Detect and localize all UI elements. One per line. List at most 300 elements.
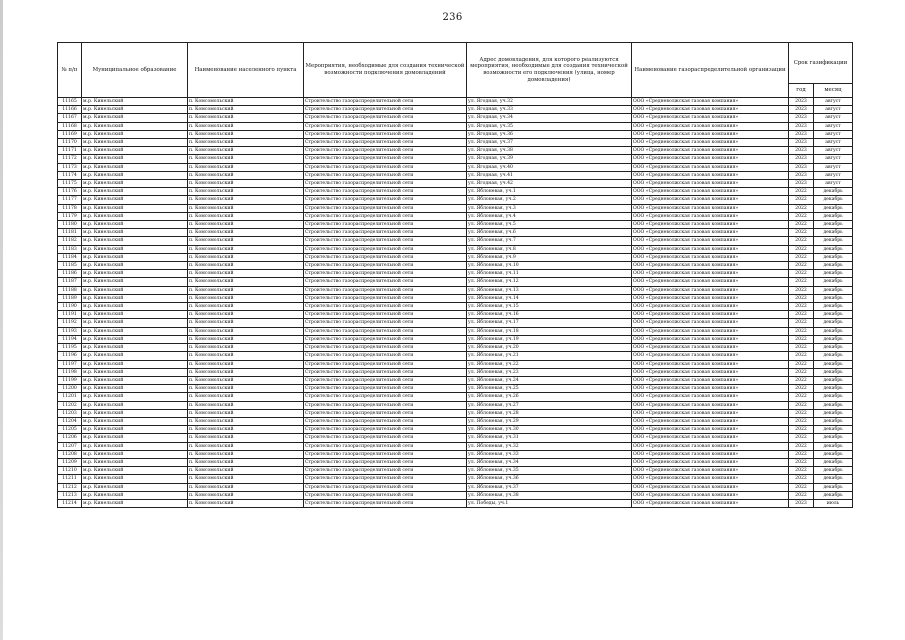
row-year: 2022 (789, 426, 814, 434)
row-settlement: п. Комсомольский (188, 188, 304, 196)
row-address: ул. Яблоневая, уч.25 (467, 385, 632, 393)
row-settlement: п. Комсомольский (188, 180, 304, 188)
row-settlement: п. Комсомольский (188, 442, 304, 450)
row-address: ул. Победы, уч.1 (467, 499, 632, 507)
row-settlement: п. Комсомольский (188, 376, 304, 384)
row-measure: Строительство газораспределительной сети (304, 426, 467, 434)
row-address: ул. Яблоневая, уч.29 (467, 417, 632, 425)
row-address: ул. Яблоневая, уч.11 (467, 270, 632, 278)
row-year: 2023 (789, 147, 814, 155)
row-settlement: п. Комсомольский (188, 434, 304, 442)
row-number: 11172 (58, 155, 82, 163)
row-address: ул. Яблоневая, уч.36 (467, 475, 632, 483)
row-month: декабрь (814, 278, 853, 286)
row-number: 11211 (58, 475, 82, 483)
row-measure: Строительство газораспределительной сети (304, 237, 467, 245)
row-org: ООО «Средневолжская газовая компания» (632, 344, 789, 352)
row-org: ООО «Средневолжская газовая компания» (632, 237, 789, 245)
row-year: 2022 (789, 196, 814, 204)
row-year: 2022 (789, 491, 814, 499)
row-year: 2023 (789, 155, 814, 163)
row-org: ООО «Средневолжская газовая компания» (632, 147, 789, 155)
row-month: декабрь (814, 270, 853, 278)
row-measure: Строительство газораспределительной сети (304, 204, 467, 212)
row-address: ул. Яблоневая, уч.15 (467, 303, 632, 311)
row-address: ул. Яблоневая, уч.16 (467, 311, 632, 319)
row-year: 2022 (789, 434, 814, 442)
row-month: август (814, 147, 853, 155)
table-row (58, 180, 853, 188)
row-org: ООО «Средневолжская газовая компания» (632, 286, 789, 294)
row-municipality: м.р. Кинельский (82, 434, 188, 442)
row-address: ул. Яблоневая, уч.5 (467, 221, 632, 229)
header-year: год (789, 84, 814, 98)
row-year: 2022 (789, 270, 814, 278)
row-municipality: м.р. Кинельский (82, 188, 188, 196)
row-address: ул. Яблоневая, уч.21 (467, 352, 632, 360)
row-measure: Строительство газораспределительной сети (304, 270, 467, 278)
table-row (58, 229, 853, 237)
row-org: ООО «Средневолжская газовая компания» (632, 409, 789, 417)
row-settlement: п. Комсомольский (188, 344, 304, 352)
row-address: ул. Яблоневая, уч.12 (467, 278, 632, 286)
row-municipality: м.р. Кинельский (82, 499, 188, 507)
row-municipality: м.р. Кинельский (82, 360, 188, 368)
row-year: 2022 (789, 417, 814, 425)
row-number: 11191 (58, 311, 82, 319)
table-row (58, 426, 853, 434)
row-measure: Строительство газораспределительной сети (304, 262, 467, 270)
row-year: 2022 (789, 467, 814, 475)
row-settlement: п. Комсомольский (188, 147, 304, 155)
row-year: 2022 (789, 212, 814, 220)
row-org: ООО «Средневолжская газовая компания» (632, 262, 789, 270)
row-number: 11174 (58, 171, 82, 179)
row-municipality: м.р. Кинельский (82, 491, 188, 499)
row-month: август (814, 98, 853, 106)
row-org: ООО «Средневолжская газовая компания» (632, 311, 789, 319)
row-year: 2022 (789, 450, 814, 458)
row-org: ООО «Средневолжская газовая компания» (632, 114, 789, 122)
row-address: ул. Яблоневая, уч.6 (467, 229, 632, 237)
row-month: декабрь (814, 229, 853, 237)
row-settlement: п. Комсомольский (188, 139, 304, 147)
table-row (58, 491, 853, 499)
row-org: ООО «Средневолжская газовая компания» (632, 442, 789, 450)
row-number: 11177 (58, 196, 82, 204)
row-municipality: м.р. Кинельский (82, 204, 188, 212)
row-measure: Строительство газораспределительной сети (304, 139, 467, 147)
row-org: ООО «Средневолжская газовая компания» (632, 434, 789, 442)
header-address: Адрес домовладения, для которого реализуются мероприятия, необходимые для создания технической возможности его подключения (улица, номер домовладения) (467, 43, 632, 98)
row-settlement: п. Комсомольский (188, 417, 304, 425)
row-number: 11201 (58, 393, 82, 401)
row-municipality: м.р. Кинельский (82, 98, 188, 106)
row-settlement: п. Комсомольский (188, 483, 304, 491)
row-measure: Строительство газораспределительной сети (304, 483, 467, 491)
row-municipality: м.р. Кинельский (82, 303, 188, 311)
table-body (58, 98, 853, 508)
row-address: ул. Яблоневая, уч.18 (467, 327, 632, 335)
row-address: ул. Яблоневая, уч.33 (467, 450, 632, 458)
row-month: декабрь (814, 360, 853, 368)
row-month: декабрь (814, 221, 853, 229)
row-org: ООО «Средневолжская газовая компания» (632, 458, 789, 466)
row-org: ООО «Средневолжская газовая компания» (632, 245, 789, 253)
row-municipality: м.р. Кинельский (82, 163, 188, 171)
row-municipality: м.р. Кинельский (82, 278, 188, 286)
row-settlement: п. Комсомольский (188, 458, 304, 466)
row-number: 11175 (58, 180, 82, 188)
row-month: декабрь (814, 319, 853, 327)
row-measure: Строительство газораспределительной сети (304, 368, 467, 376)
row-month: декабрь (814, 327, 853, 335)
row-number: 11209 (58, 458, 82, 466)
row-settlement: п. Комсомольский (188, 114, 304, 122)
row-org: ООО «Средневолжская газовая компания» (632, 368, 789, 376)
row-org: ООО «Средневолжская газовая компания» (632, 229, 789, 237)
row-org: ООО «Средневолжская газовая компания» (632, 450, 789, 458)
row-number: 11182 (58, 237, 82, 245)
row-month: декабрь (814, 344, 853, 352)
row-measure: Строительство газораспределительной сети (304, 253, 467, 261)
row-number: 11208 (58, 450, 82, 458)
row-month: декабрь (814, 417, 853, 425)
row-year: 2022 (789, 303, 814, 311)
row-measure: Строительство газораспределительной сети (304, 417, 467, 425)
row-month: декабрь (814, 401, 853, 409)
row-measure: Строительство газораспределительной сети (304, 393, 467, 401)
row-municipality: м.р. Кинельский (82, 467, 188, 475)
row-number: 11212 (58, 483, 82, 491)
row-month: август (814, 114, 853, 122)
row-municipality: м.р. Кинельский (82, 253, 188, 261)
row-municipality: м.р. Кинельский (82, 106, 188, 114)
row-number: 11192 (58, 319, 82, 327)
row-org: ООО «Средневолжская газовая компания» (632, 122, 789, 130)
row-month: август (814, 163, 853, 171)
row-address: ул. Яблоневая, уч.34 (467, 458, 632, 466)
row-settlement: п. Комсомольский (188, 229, 304, 237)
row-org: ООО «Средневолжская газовая компания» (632, 303, 789, 311)
row-month: декабрь (814, 212, 853, 220)
row-measure: Строительство газораспределительной сети (304, 458, 467, 466)
row-month: декабрь (814, 311, 853, 319)
row-year: 2022 (789, 311, 814, 319)
row-month: декабрь (814, 467, 853, 475)
row-settlement: п. Комсомольский (188, 467, 304, 475)
row-municipality: м.р. Кинельский (82, 139, 188, 147)
row-month: декабрь (814, 204, 853, 212)
row-month: декабрь (814, 188, 853, 196)
row-settlement: п. Комсомольский (188, 327, 304, 335)
row-municipality: м.р. Кинельский (82, 450, 188, 458)
table-row (58, 245, 853, 253)
row-number: 11165 (58, 98, 82, 106)
row-month: декабрь (814, 294, 853, 302)
row-address: ул. Яблоневая, уч.22 (467, 360, 632, 368)
row-municipality: м.р. Кинельский (82, 122, 188, 130)
table-row (58, 188, 853, 196)
row-org: ООО «Средневолжская газовая компания» (632, 212, 789, 220)
row-year: 2022 (789, 458, 814, 466)
row-number: 11197 (58, 360, 82, 368)
row-measure: Строительство газораспределительной сети (304, 221, 467, 229)
row-measure: Строительство газораспределительной сети (304, 311, 467, 319)
table-row (58, 344, 853, 352)
row-address: ул. Яблоневая, уч.9 (467, 253, 632, 261)
table-row (58, 401, 853, 409)
row-address: ул. Ягодная, уч.36 (467, 130, 632, 138)
row-number: 11183 (58, 245, 82, 253)
row-settlement: п. Комсомольский (188, 286, 304, 294)
row-number: 11179 (58, 212, 82, 220)
row-settlement: п. Комсомольский (188, 245, 304, 253)
header-municipality: Муниципальное образование (82, 43, 188, 98)
row-number: 11168 (58, 122, 82, 130)
row-number: 11210 (58, 467, 82, 475)
row-org: ООО «Средневолжская газовая компания» (632, 360, 789, 368)
row-year: 2023 (789, 139, 814, 147)
header-num: № п/п (58, 43, 82, 98)
row-month: август (814, 171, 853, 179)
row-year: 2022 (789, 442, 814, 450)
row-month: декабрь (814, 376, 853, 384)
row-address: ул. Ягодная, уч.41 (467, 171, 632, 179)
row-settlement: п. Комсомольский (188, 262, 304, 270)
row-municipality: м.р. Кинельский (82, 393, 188, 401)
row-month: декабрь (814, 245, 853, 253)
row-settlement: п. Комсомольский (188, 499, 304, 507)
table-row (58, 475, 853, 483)
row-measure: Строительство газораспределительной сети (304, 434, 467, 442)
row-org: ООО «Средневолжская газовая компания» (632, 327, 789, 335)
row-org: ООО «Средневолжская газовая компания» (632, 319, 789, 327)
row-settlement: п. Комсомольский (188, 155, 304, 163)
row-year: 2022 (789, 376, 814, 384)
row-org: ООО «Средневолжская газовая компания» (632, 180, 789, 188)
row-year: 2022 (789, 409, 814, 417)
row-measure: Строительство газораспределительной сети (304, 467, 467, 475)
row-measure: Строительство газораспределительной сети (304, 155, 467, 163)
row-number: 11173 (58, 163, 82, 171)
table-row (58, 294, 853, 302)
row-number: 11178 (58, 204, 82, 212)
row-municipality: м.р. Кинельский (82, 426, 188, 434)
row-settlement: п. Комсомольский (188, 319, 304, 327)
row-org: ООО «Средневолжская газовая компания» (632, 417, 789, 425)
row-address: ул. Яблоневая, уч.17 (467, 319, 632, 327)
table-row (58, 147, 853, 155)
row-address: ул. Яблоневая, уч.35 (467, 467, 632, 475)
row-year: 2023 (789, 499, 814, 507)
table-row (58, 352, 853, 360)
row-measure: Строительство газораспределительной сети (304, 376, 467, 384)
table-row (58, 376, 853, 384)
row-year: 2023 (789, 180, 814, 188)
row-org: ООО «Средневолжская газовая компания» (632, 393, 789, 401)
row-year: 2022 (789, 245, 814, 253)
row-month: декабрь (814, 409, 853, 417)
row-year: 2023 (789, 163, 814, 171)
row-address: ул. Ягодная, уч.40 (467, 163, 632, 171)
row-measure: Строительство газораспределительной сети (304, 106, 467, 114)
row-address: ул. Ягодная, уч.42 (467, 180, 632, 188)
row-measure: Строительство газораспределительной сети (304, 442, 467, 450)
row-settlement: п. Комсомольский (188, 335, 304, 343)
row-measure: Строительство газораспределительной сети (304, 212, 467, 220)
row-measure: Строительство газораспределительной сети (304, 163, 467, 171)
row-municipality: м.р. Кинельский (82, 212, 188, 220)
row-measure: Строительство газораспределительной сети (304, 409, 467, 417)
row-year: 2022 (789, 188, 814, 196)
row-municipality: м.р. Кинельский (82, 180, 188, 188)
row-measure: Строительство газораспределительной сети (304, 335, 467, 343)
header-settlement: Наименование населенного пункта (188, 43, 304, 98)
row-municipality: м.р. Кинельский (82, 442, 188, 450)
page-number: 236 (442, 12, 463, 23)
row-number: 11188 (58, 286, 82, 294)
row-year: 2022 (789, 278, 814, 286)
row-number: 11196 (58, 352, 82, 360)
row-number: 11205 (58, 426, 82, 434)
row-org: ООО «Средневолжская газовая компания» (632, 294, 789, 302)
row-municipality: м.р. Кинельский (82, 311, 188, 319)
table-row (58, 155, 853, 163)
row-org: ООО «Средневолжская газовая компания» (632, 204, 789, 212)
row-month: декабрь (814, 385, 853, 393)
row-settlement: п. Комсомольский (188, 385, 304, 393)
table-row (58, 409, 853, 417)
row-settlement: п. Комсомольский (188, 311, 304, 319)
row-settlement: п. Комсомольский (188, 163, 304, 171)
row-org: ООО «Средневолжская газовая компания» (632, 196, 789, 204)
row-address: ул. Яблоневая, уч.24 (467, 376, 632, 384)
row-municipality: м.р. Кинельский (82, 483, 188, 491)
row-number: 11214 (58, 499, 82, 507)
gasification-table (57, 42, 853, 508)
table-row (58, 499, 853, 507)
row-municipality: м.р. Кинельский (82, 262, 188, 270)
row-number: 11202 (58, 401, 82, 409)
row-settlement: п. Комсомольский (188, 352, 304, 360)
row-year: 2023 (789, 98, 814, 106)
row-number: 11213 (58, 491, 82, 499)
row-number: 11185 (58, 262, 82, 270)
row-year: 2022 (789, 286, 814, 294)
row-year: 2022 (789, 319, 814, 327)
row-measure: Строительство газораспределительной сети (304, 360, 467, 368)
row-address: ул. Яблоневая, уч.8 (467, 245, 632, 253)
row-measure: Строительство газораспределительной сети (304, 327, 467, 335)
row-month: декабрь (814, 475, 853, 483)
table-row (58, 335, 853, 343)
row-year: 2022 (789, 294, 814, 302)
row-org: ООО «Средневолжская газовая компания» (632, 163, 789, 171)
row-number: 11194 (58, 335, 82, 343)
row-address: ул. Яблоневая, уч.3 (467, 204, 632, 212)
row-municipality: м.р. Кинельский (82, 221, 188, 229)
row-municipality: м.р. Кинельский (82, 114, 188, 122)
row-measure: Строительство газораспределительной сети (304, 196, 467, 204)
row-measure: Строительство газораспределительной сети (304, 188, 467, 196)
row-org: ООО «Средневолжская газовая компания» (632, 278, 789, 286)
row-number: 11171 (58, 147, 82, 155)
row-address: ул. Яблоневая, уч.19 (467, 335, 632, 343)
table-row (58, 434, 853, 442)
row-org: ООО «Средневолжская газовая компания» (632, 155, 789, 163)
row-measure: Строительство газораспределительной сети (304, 147, 467, 155)
row-month: август (814, 180, 853, 188)
row-month: август (814, 155, 853, 163)
row-org: ООО «Средневолжская газовая компания» (632, 352, 789, 360)
row-org: ООО «Средневолжская газовая компания» (632, 335, 789, 343)
row-measure: Строительство газораспределительной сети (304, 401, 467, 409)
row-settlement: п. Комсомольский (188, 368, 304, 376)
row-address: ул. Яблоневая, уч.26 (467, 393, 632, 401)
row-address: ул. Яблоневая, уч.4 (467, 212, 632, 220)
row-measure: Строительство газораспределительной сети (304, 245, 467, 253)
row-settlement: п. Комсомольский (188, 303, 304, 311)
row-number: 11181 (58, 229, 82, 237)
table-row (58, 360, 853, 368)
row-address: ул. Яблоневая, уч.23 (467, 368, 632, 376)
row-measure: Строительство газораспределительной сети (304, 171, 467, 179)
row-measure: Строительство газораспределительной сети (304, 180, 467, 188)
row-month: декабрь (814, 434, 853, 442)
table-row (58, 221, 853, 229)
table-row (58, 106, 853, 114)
row-address: ул. Ягодная, уч.38 (467, 147, 632, 155)
row-address: ул. Яблоневая, уч.37 (467, 483, 632, 491)
row-year: 2022 (789, 368, 814, 376)
table-row (58, 204, 853, 212)
row-address: ул. Яблоневая, уч.38 (467, 491, 632, 499)
row-month: декабрь (814, 458, 853, 466)
table-row (58, 417, 853, 425)
row-municipality: м.р. Кинельский (82, 352, 188, 360)
row-measure: Строительство газораспределительной сети (304, 278, 467, 286)
row-number: 11170 (58, 139, 82, 147)
table-row (58, 253, 853, 261)
row-year: 2022 (789, 237, 814, 245)
row-measure: Строительство газораспределительной сети (304, 130, 467, 138)
table-row (58, 311, 853, 319)
row-month: август (814, 106, 853, 114)
table-row (58, 122, 853, 130)
row-year: 2022 (789, 344, 814, 352)
row-municipality: м.р. Кинельский (82, 458, 188, 466)
row-measure: Строительство газораспределительной сети (304, 98, 467, 106)
row-settlement: п. Комсомольский (188, 450, 304, 458)
row-number: 11203 (58, 409, 82, 417)
row-org: ООО «Средневолжская газовая компания» (632, 139, 789, 147)
row-year: 2022 (789, 204, 814, 212)
row-number: 11166 (58, 106, 82, 114)
row-settlement: п. Комсомольский (188, 171, 304, 179)
row-municipality: м.р. Кинельский (82, 335, 188, 343)
row-number: 11200 (58, 385, 82, 393)
row-org: ООО «Средневолжская газовая компания» (632, 483, 789, 491)
row-month: август (814, 130, 853, 138)
row-month: декабрь (814, 253, 853, 261)
row-address: ул. Ягодная, уч.32 (467, 98, 632, 106)
row-year: 2022 (789, 360, 814, 368)
row-settlement: п. Комсомольский (188, 401, 304, 409)
row-address: ул. Яблоневая, уч.32 (467, 442, 632, 450)
row-measure: Строительство газораспределительной сети (304, 122, 467, 130)
row-org: ООО «Средневолжская газовая компания» (632, 188, 789, 196)
